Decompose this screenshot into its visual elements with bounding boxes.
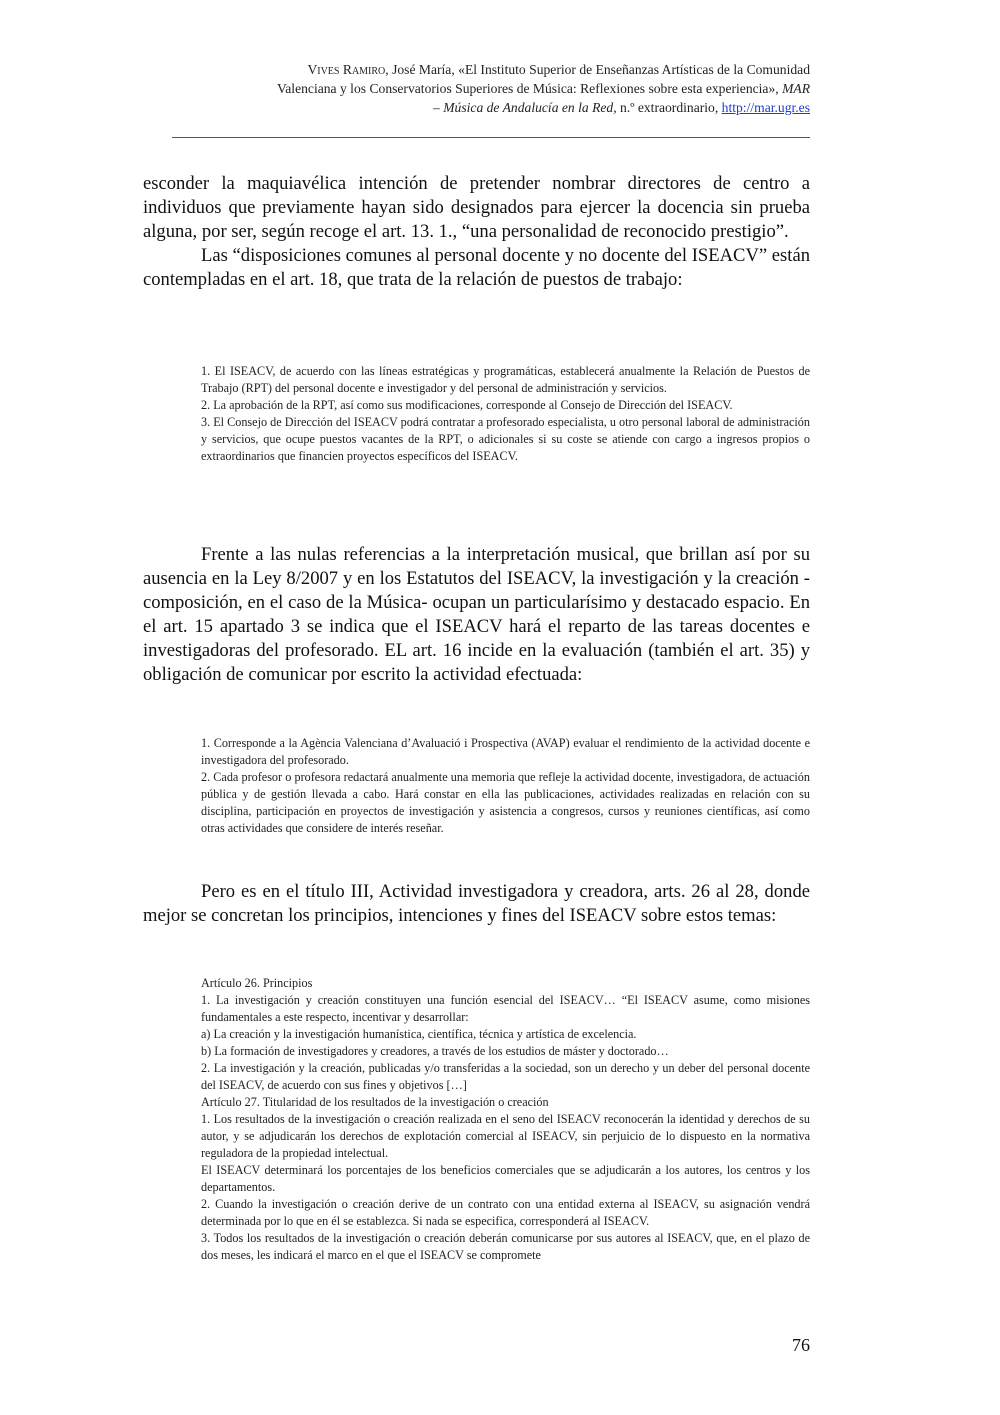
header-line-1 — [140, 60, 810, 79]
quote-3-item-6: Artículo 27. Titularidad de los resultados de la investigación o creación — [201, 1095, 549, 1109]
paragraph-1: esconder la maquiavélica intención de pretender nombrar directores de centro a individuos que previamente hayan sido designados para ejercer la docencia sin prueba alguna, por ser, según recoge el art. 13. 1., “una personalidad de reconocido prestigio”. — [143, 173, 810, 242]
quote-2-item-2: 2. Cada profesor o profesora redactará anualmente una memoria que refleje la actividad docente, investigadora, de actuación pública y de gestión llevada a cabo. Hará constar en ella las publicaciones, actividades realizadas en relación con su disciplina, participación en proyectos de investigación y asistencia a congresos, cursos y reuniones científicas, así como otras actividades que considere de interés reseñar. — [201, 770, 810, 835]
issue-label: n.º extraordinario, — [616, 100, 722, 115]
quote-1-item-2: 2. La aprobación de la RPT, así como sus modificaciones, corresponde al Consejo de Dirección del ISEACV. — [201, 398, 733, 412]
quote-3-item-8: El ISEACV determinará los porcentajes de los beneficios comerciales que se adjudicarán a los autores, los centros y los departamentos. — [201, 1163, 810, 1194]
header-rule — [172, 137, 810, 138]
body-block-1 — [143, 172, 810, 292]
running-header — [140, 60, 810, 117]
block-quote-1 — [201, 363, 810, 465]
page-number: 76 — [792, 1335, 810, 1355]
author-surname: Vives Ramiro — [307, 62, 386, 77]
paragraph-4: Pero es en el título III, Actividad investigadora y creadora, arts. 26 al 28, donde mejor se concretan los principios, intenciones y fines del ISEACV sobre estos temas: — [143, 881, 810, 926]
body-block-2 — [143, 543, 810, 687]
paragraph-3: Frente a las nulas referencias a la interpretación musical, que brillan así por su ausencia en la Ley 8/2007 y en los Estatutos del ISEACV, la investigación y la creación -composición, en el caso de la Música- ocupan un particularísimo y destacado espacio. En el art. 15 apartado 3 se indica que el ISEACV hará el reparto de las tareas docentes e investigadoras del profesorado. EL art. 16 incide en la evaluación (también el art. 35) y obligación de comunicar por escrito la actividad efectuada: — [143, 544, 810, 685]
quote-3-item-2: 1. La investigación y creación constituyen una función esencial del ISEACV… “El ISEACV asume, como misiones fundamentales a este respecto, incentivar y desarrollar: — [201, 993, 810, 1024]
journal-name: Música de Andalucía en la Red, — [443, 100, 617, 115]
block-quote-3 — [201, 975, 810, 1264]
header-line-3: – Música de Andalucía en la Red, n.º extraordinario, http://mar.ugr.es — [433, 100, 810, 115]
header-line-1-rest: , José María, «El Instituto Superior de Enseñanzas Artísticas de la Comunidad — [385, 62, 810, 77]
quote-3-item-9: 2. Cuando la investigación o creación derive de un contrato con una entidad externa al ISEACV, su asignación vendrá determinada por lo que en él se establezca. Si nada se especifica, corresponderá al ISEACV. — [201, 1197, 810, 1228]
paragraph-2: Las “disposiciones comunes al personal docente y no docente del ISEACV” están contempladas en el art. 18, que trata de la relación de puestos de trabajo: — [143, 245, 810, 290]
block-quote-2 — [201, 735, 810, 837]
quote-3-item-10: 3. Todos los resultados de la investigación o creación deberán comunicarse por sus autores al ISEACV, que, en el plazo de dos meses, les indicará el marco en el que el ISEACV se compromete — [201, 1231, 810, 1262]
header-line-2: Valenciana y los Conservatorios Superiores de Música: Reflexiones sobre esta experiencia», MAR — [276, 81, 810, 96]
quote-1-item-1: 1. El ISEACV, de acuerdo con las líneas estratégicas y programáticas, establecerá anualmente la Relación de Puestos de Trabajo (RPT) del personal docente e investigador y del personal de administración y servicios. — [201, 364, 810, 395]
quote-2-item-1: 1. Corresponde a la Agència Valenciana d’Avaluació i Prospectiva (AVAP) evaluar el rendimiento de la actividad docente e investigadora del profesorado. — [201, 736, 810, 767]
body-block-3 — [143, 880, 810, 928]
journal-abbr: MAR — [782, 81, 810, 96]
journal-url-link[interactable]: http://mar.ugr.es — [721, 100, 810, 115]
quote-3-item-1: Artículo 26. Principios — [201, 976, 313, 990]
quote-3-item-4: b) La formación de investigadores y creadores, a través de los estudios de máster y doctorado… — [201, 1044, 669, 1058]
quote-1-item-3: 3. El Consejo de Dirección del ISEACV podrá contratar a profesorado especialista, u otro personal laboral de administración y servicios, que ocupe puestos vacantes de la RPT, o adicionales si su coste se atiende con cargo a ingresos propios o extraordinarios que financien proyectos específicos del ISEACV. — [201, 415, 810, 463]
quote-3-item-7: 1. Los resultados de la investigación o creación realizada en el seno del ISEACV reconocerán la identidad y derechos de su autor, y se adjudicarán los derechos de explotación comercial al ISEACV, sin perjuicio de lo dispuesto en la normativa reguladora de la propiedad intelectual. — [201, 1112, 810, 1160]
quote-3-item-5: 2. La investigación y la creación, publicadas y/o transferidas a la sociedad, son un derecho y un deber del personal docente del ISEACV, de acuerdo con sus fines y objetivos […] — [201, 1061, 810, 1092]
quote-3-item-3: a) La creación y la investigación humanística, científica, técnica y artística de excelencia. — [201, 1027, 637, 1041]
